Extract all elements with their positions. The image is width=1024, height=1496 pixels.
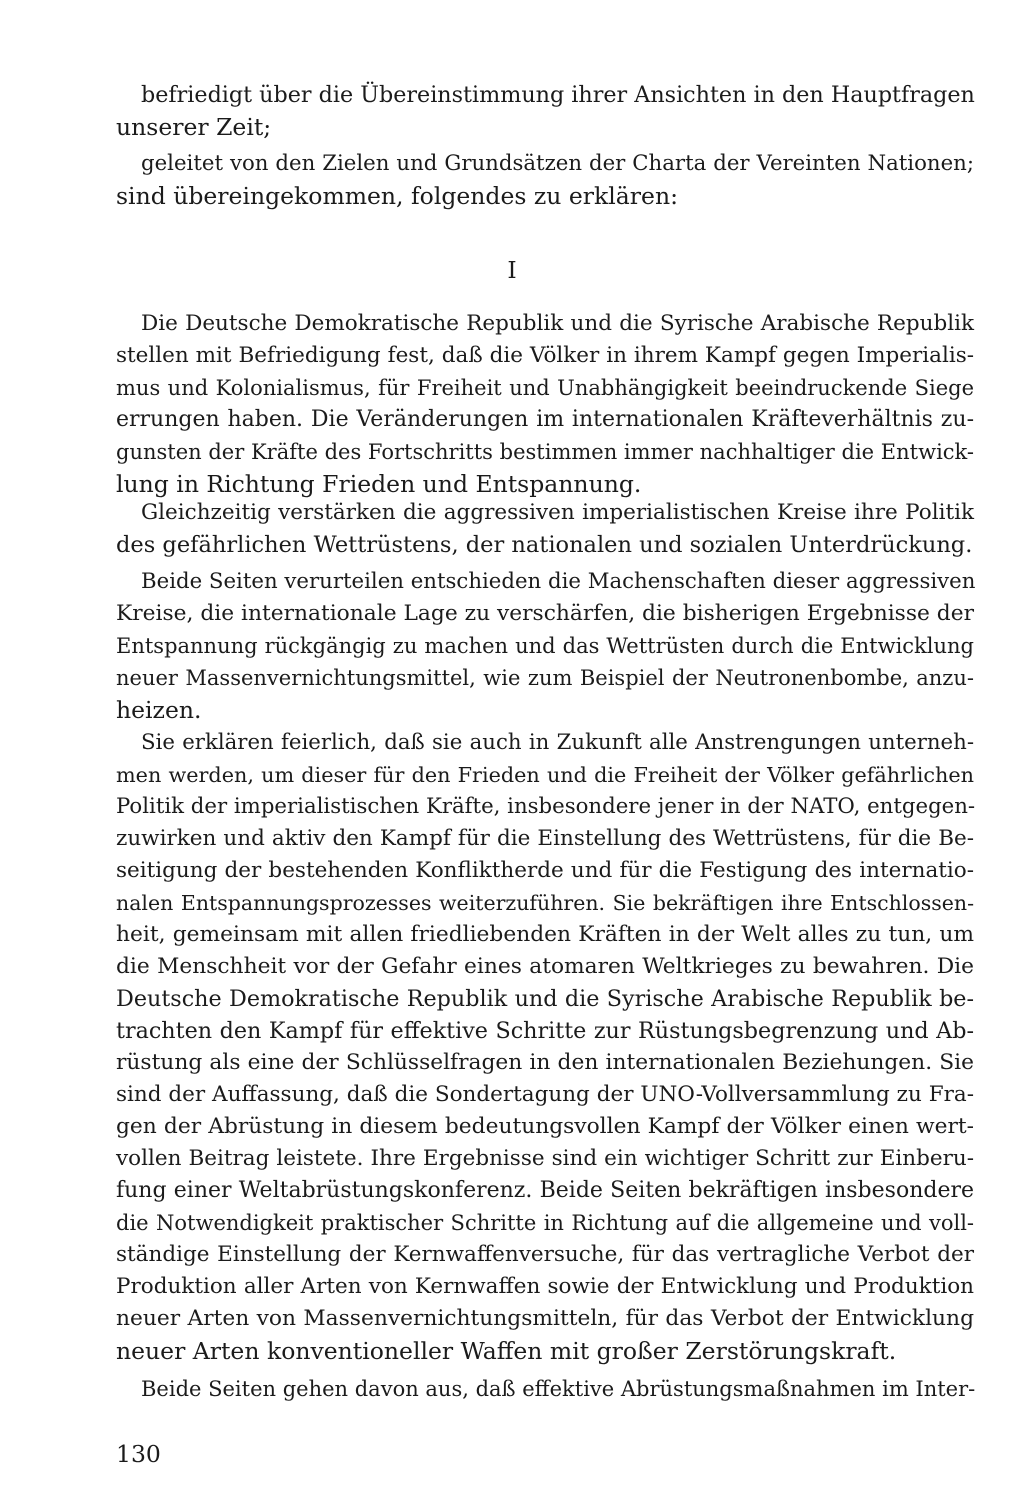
page-number: 130	[116, 1440, 161, 1468]
text-line: neuer Arten von Massenvernichtungsmitteln, für das Verbot der Entwicklung	[116, 1306, 974, 1331]
text-line: Entspannung rückgängig zu machen und das Wettrüsten durch die Entwicklung	[116, 634, 974, 658]
text-line: Gleichzeitig verstärken die aggressiven imperialistischen Kreise ihre Politik	[141, 500, 974, 525]
text-line: trachten den Kampf für effektive Schritte zur Rüstungsbegrenzung und Ab-	[116, 1018, 974, 1044]
text-line: sind übereingekommen, folgendes zu erklären:	[116, 182, 679, 210]
text-line: stellen mit Befriedigung fest, daß die Völker in ihrem Kampf gegen Imperialis-	[116, 343, 974, 368]
text-line: Produktion aller Arten von Kernwaffen sowie der Entwicklung und Produktion	[116, 1274, 974, 1299]
text-line: die Menschheit vor der Gefahr eines atomaren Weltkrieges zu bewahren. Die	[116, 954, 974, 979]
text-line: men werden, um dieser für den Frieden und die Freiheit der Völker gefährlichen	[116, 763, 974, 787]
text-line: Politik der imperialistischen Kräfte, insbesondere jener in der NATO, entgegen-	[116, 794, 976, 819]
text-line: seitigung der bestehenden Konfliktherde und für die Festigung des internatio-	[116, 858, 974, 883]
text-line: heit, gemeinsam mit allen friedliebenden Kräften in der Welt alles zu tun, um	[116, 922, 974, 947]
text-line: die Notwendigkeit praktischer Schritte in Richtung auf die allgemeine und voll-	[116, 1211, 974, 1235]
text-line: befriedigt über die Übereinstimmung ihrer Ansichten in den Hauptfragen	[141, 82, 975, 108]
text-line: Die Deutsche Demokratische Republik und die Syrische Arabische Republik	[141, 311, 974, 336]
text-line: geleitet von den Zielen und Grundsätzen der Charta der Vereinten Nationen;	[141, 151, 974, 176]
text-line: sind der Auffassung, daß die Sondertagung der UNO-Vollversammlung zu Fra-	[116, 1082, 974, 1107]
text-line: neuer Massenvernichtungsmittel, wie zum Beispiel der Neutronenbombe, anzu-	[116, 666, 974, 690]
text-line: fung einer Weltabrüstungskonferenz. Beide Seiten bekräftigen insbesondere	[116, 1178, 974, 1203]
text-line: gen der Abrüstung in diesem bedeutungsvollen Kampf der Völker einen wert-	[116, 1114, 974, 1139]
text-line: mus und Kolonialismus, für Freiheit und Unabhängigkeit beeindruckende Siege	[116, 376, 974, 400]
text-line: nalen Entspannungsprozesses weiterzuführen. Sie bekräftigen ihre Entschlossen-	[116, 891, 974, 915]
text-line: vollen Beitrag leistete. Ihre Ergebnisse sind ein wichtiger Schritt zur Einberu-	[116, 1146, 974, 1171]
text-line: rüstung als eine der Schlüsselfragen in den internationalen Beziehungen. Sie	[116, 1050, 974, 1075]
text-line: unserer Zeit;	[116, 113, 272, 141]
text-line: neuer Arten konventioneller Waffen mit großer Zerstörungskraft.	[116, 1337, 897, 1365]
text-line: lung in Richtung Frieden und Entspannung.	[116, 470, 642, 498]
text-line: Sie erklären feierlich, daß sie auch in Zukunft alle Anstrengungen unterneh-	[141, 730, 974, 755]
text-line: gunsten der Kräfte des Fortschritts bestimmen immer nachhaltiger die Entwick-	[116, 440, 974, 464]
text-line: Kreise, die internationale Lage zu verschärfen, die bisherigen Ergebnisse der	[116, 601, 974, 626]
text-line: Deutsche Demokratische Republik und die Syrische Arabische Republik be-	[116, 986, 974, 1012]
text-line: zuwirken und aktiv den Kampf für die Einstellung des Wettrüstens, für die Be-	[116, 826, 974, 851]
text-line: des gefährlichen Wettrüstens, der nationalen und sozialen Unterdrückung.	[116, 532, 973, 558]
text-line: errungen haben. Die Veränderungen im internationalen Kräfteverhältnis zu-	[116, 407, 974, 432]
text-line: ständige Einstellung der Kernwaffenversuche, für das vertragliche Verbot der	[116, 1242, 974, 1267]
text-line: heizen.	[116, 696, 202, 724]
text-line: Beide Seiten verurteilen entschieden die Machenschaften dieser aggressiven	[141, 569, 976, 594]
section-heading: I	[507, 256, 517, 284]
text-line: Beide Seiten gehen davon aus, daß effektive Abrüstungsmaßnahmen im Inter-	[141, 1377, 976, 1401]
